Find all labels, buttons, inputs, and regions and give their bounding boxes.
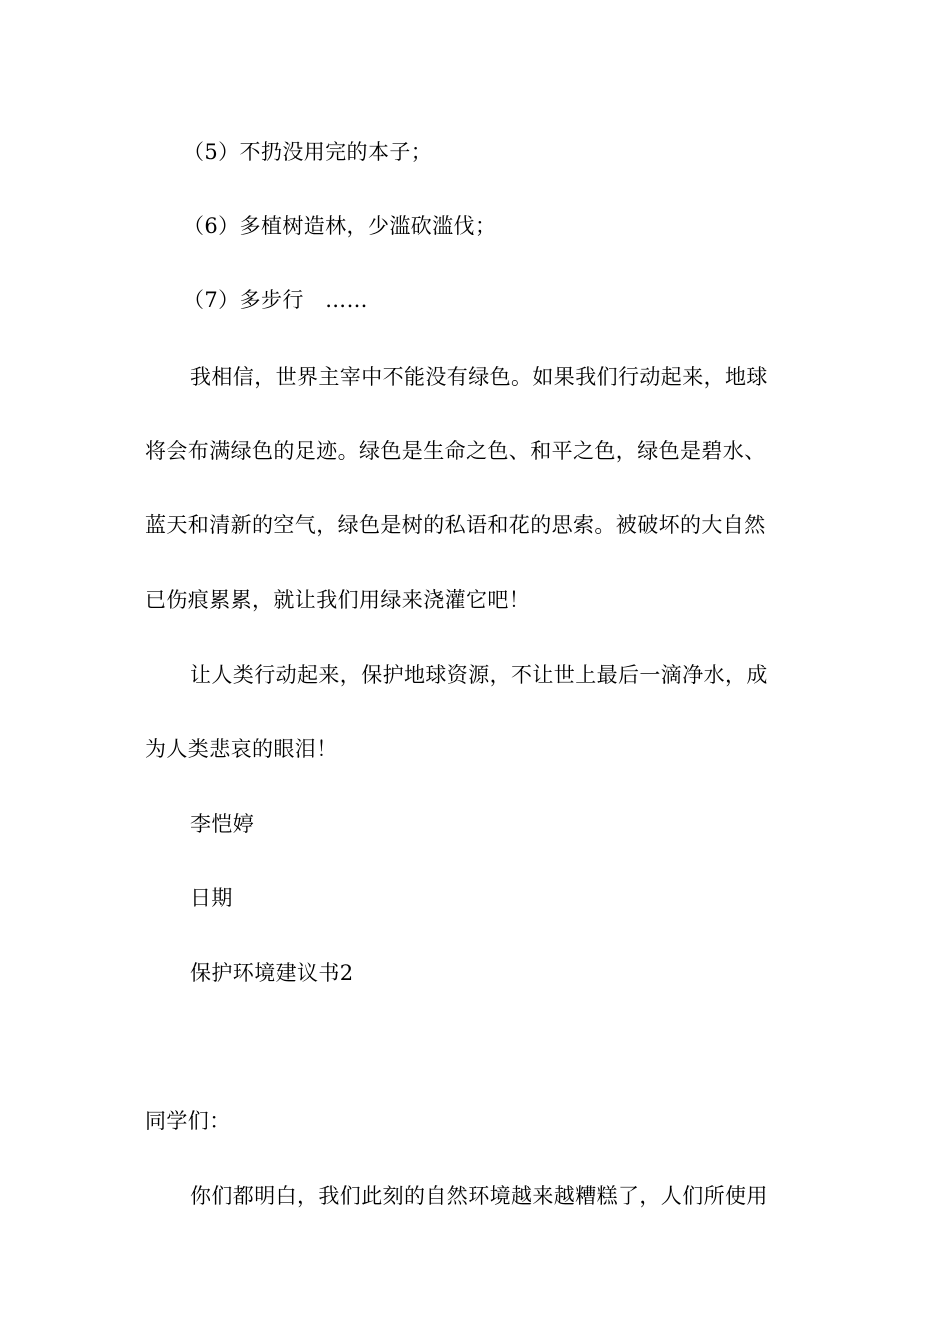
paragraph2-line2: 为人类悲哀的眼泪！ (145, 737, 338, 761)
signature: 李恺婷 (190, 812, 255, 836)
paragraph1-line4: 已伤痕累累，就让我们用绿来浇灌它吧！ (145, 588, 531, 612)
list-item-7: （7）多步行 …… (183, 288, 368, 312)
date-label: 日期 (190, 886, 233, 910)
paragraph1-line1: 我相信，世界主宰中不能没有绿色。如果我们行动起来，地球 (190, 365, 768, 389)
paragraph2-line1: 让人类行动起来，保护地球资源，不让世上最后一滴净水，成 (190, 663, 768, 687)
list-item-6: （6）多植树造林，少滥砍滥伐； (183, 214, 497, 238)
section-title: 保护环境建议书2 (190, 961, 354, 985)
list-item-5: （5）不扔没用完的本子； (183, 140, 433, 164)
salutation: 同学们： (145, 1109, 231, 1133)
paragraph3-line1: 你们都明白，我们此刻的自然环境越来越糟糕了，人们所使用 (190, 1184, 768, 1208)
paragraph1-line3: 蓝天和清新的空气，绿色是树的私语和花的思索。被破坏的大自然 (145, 513, 766, 537)
paragraph1-line2: 将会布满绿色的足迹。绿色是生命之色、和平之色，绿色是碧水、 (145, 439, 766, 463)
